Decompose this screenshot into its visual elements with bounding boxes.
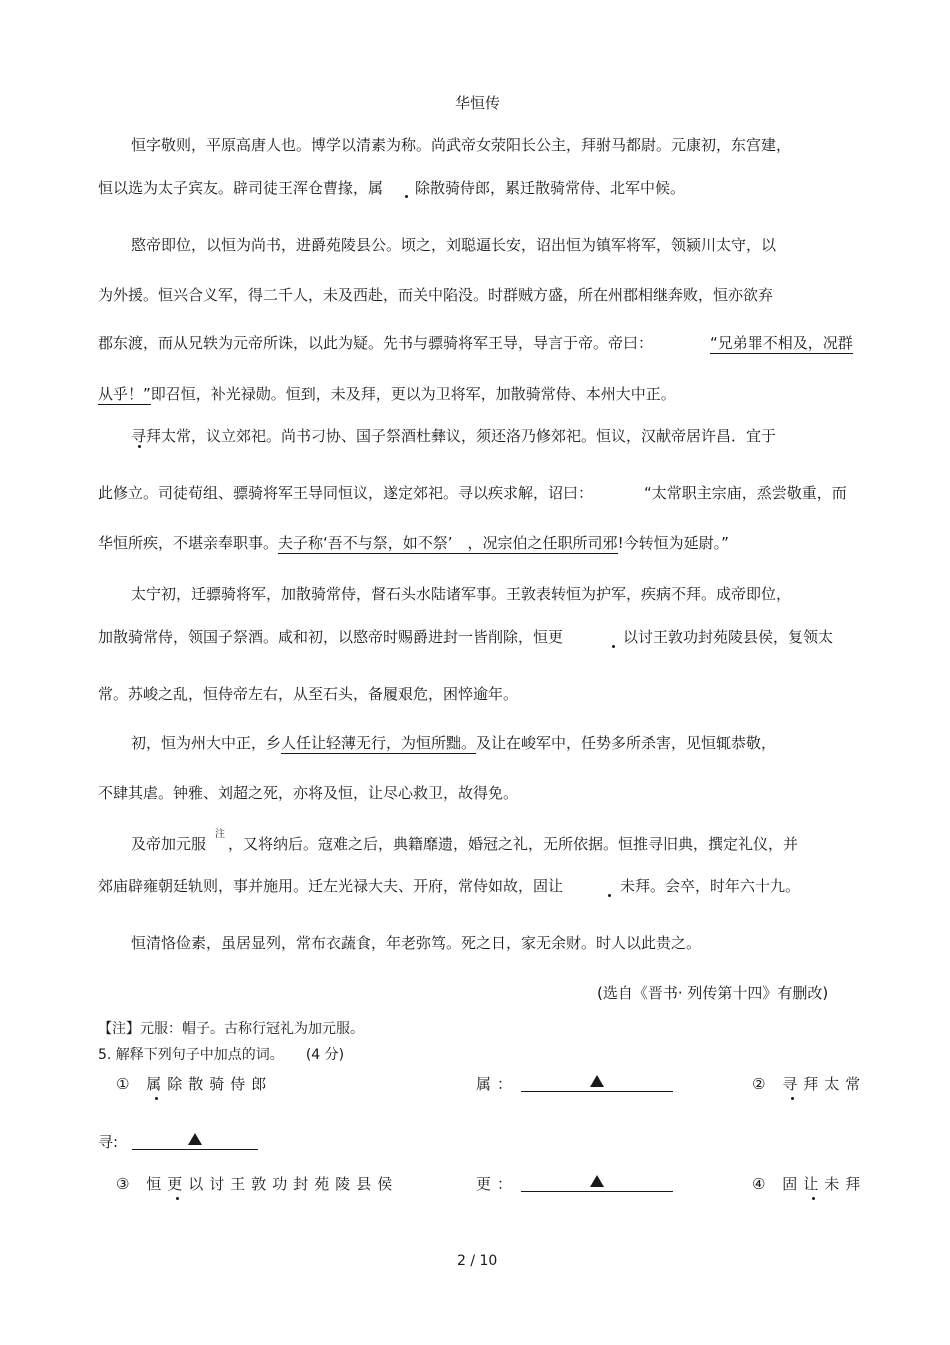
emphasis-dot [612, 645, 615, 648]
text-line: 未拜。会卒，时年六十九。 [620, 877, 801, 895]
question-header [98, 1045, 344, 1065]
text-line: ，又将纳后。寇难之后，典籍靡遗，婚冠之礼，无所依据。恒推寻旧典，撰定礼仪，并 [228, 835, 799, 853]
text-line: 恒以选为太子宾友。辟司徒王浑仓曹掾，属 [98, 179, 384, 197]
dotted-word: 属 [146, 1075, 168, 1093]
text-line [98, 533, 729, 553]
text-span: 及让在峻军中，任势多所杀害，见恒辄恭敬， [476, 734, 777, 752]
text-line: 郊庙辟雍朝廷轨则，事并施用。迁左光禄大夫、开府，常侍如故，固让 [98, 877, 564, 895]
text-span: 即召恒，补光禄勋。恒到，未及拜，更以为卫将军，加散骑常侍、本州大中正。 [150, 385, 676, 403]
text-line: 为外援。恒兴合义军，得二千人，未及西赴，而关中陷没。时群贼方盛，所在州郡相继奔败，恒亦欲弃 [98, 286, 774, 304]
item-number: ④ [752, 1175, 772, 1193]
text-line: 以讨王敦功封苑陵县侯，复领太 [623, 628, 834, 646]
text-line: 常。苏峻之乱，恒侍帝左右，从至石头，备履艰危，困悴逾年。 [98, 685, 519, 703]
dotted-word: 更 [167, 1175, 189, 1193]
emphasis-dot [138, 445, 141, 448]
text-span: 华恒所疾，不堪亲奉职事。 [98, 534, 279, 552]
text-line [98, 384, 676, 404]
text-line: “太常职主宗庙，烝尝敬重，而 [644, 484, 847, 502]
page-title: 华恒传 [455, 94, 501, 112]
question-item: ① 属除散骑侍郎 [116, 1075, 273, 1093]
text-line: 寻拜太常，议立郊祀。尚书刁协、国子祭酒杜彝议，须还洛乃修郊祀。恒议，汉献帝居许昌．宜于 [131, 427, 777, 445]
question-points: (4 分) [305, 1047, 345, 1063]
question-item: ③ 恒更以讨王敦功封苑陵县侯 [116, 1175, 399, 1193]
text-line: 太宁初，迁骠骑将军，加散骑常侍，督石头水陆诸军事。王敦表转恒为护军，疾病不拜。成帝即位， [131, 585, 792, 603]
triangle-marker-icon [590, 1075, 604, 1087]
text-line [131, 733, 776, 753]
footnote: 【注】元服：帽子。古称行冠礼为加元服。 [98, 1021, 364, 1037]
emphasis-dot [608, 894, 611, 897]
dotted-word: 让 [803, 1175, 825, 1193]
answer-label: 属： [476, 1075, 519, 1093]
quote-text: 从乎！” [98, 385, 151, 403]
text-line: 及帝加元服 [131, 835, 207, 853]
answer-blank[interactable] [521, 1175, 673, 1192]
dotted-word: 寻 [782, 1075, 804, 1093]
quote-text: “兄弟罪不相及，况群 [710, 334, 853, 352]
page-number: 2 / 10 [457, 1253, 498, 1269]
text-span: 初，恒为州大中正，乡 [131, 734, 282, 752]
underlined-sentence: 人任让轻薄无行，为恒所黜。 [281, 734, 477, 752]
text-line: 此修立。司徒荀组、骠骑将军王导同恒议，遂定郊祀。寻以疾求解，诏曰： [98, 484, 594, 502]
text-line: 除散骑侍郎，累迁散骑常侍、北军中候。 [415, 179, 686, 197]
footnote-marker: 注 [215, 829, 225, 840]
triangle-marker-icon [590, 1175, 604, 1187]
answer-label: 寻: [98, 1133, 119, 1151]
text-span: !今转恒为延尉。” [617, 534, 729, 552]
question-item: ② 寻拜太常 [752, 1075, 867, 1093]
underlined-quote: 夫子称‘吾不与祭，如不祭’ ，况宗伯之任职所司邪 [278, 534, 618, 552]
item-number: ② [752, 1075, 772, 1093]
text-line: 加散骑常侍，领国子祭酒。咸和初，以愍帝时赐爵进封一皆削除，恒更 [98, 628, 564, 646]
source-citation: (选自《晋书· 列传第十四》有删改) [597, 984, 829, 1002]
text-line: 愍帝即位，以恒为尚书，进爵苑陵县公。顷之，刘聪逼长安，诏出恒为镇军将军，领颍川太守，以 [131, 236, 777, 254]
text-line: 郡东渡，而从兄轶为元帝所诛，以此为疑。先书与骠骑将军王导，导言于帝。帝曰： [98, 334, 654, 352]
triangle-marker-icon [188, 1133, 202, 1145]
question-item: ④ 固让未拜 [752, 1175, 867, 1193]
answer-blank[interactable] [132, 1133, 258, 1150]
emphasis-dot [405, 195, 408, 198]
answer-blank[interactable] [521, 1075, 673, 1092]
underlined-quote [710, 333, 853, 353]
item-number: ③ [116, 1175, 136, 1193]
text-line: 恒清恪俭素，虽居显列，常布衣蔬食，年老弥笃。死之日，家无余财。时人以此贵之。 [131, 934, 702, 952]
text-line: 恒字敬则，平原高唐人也。博学以清素为称。尚武帝女荥阳长公主，拜驸马都尉。元康初，东宫建， [131, 136, 792, 154]
question-text: 5. 解释下列句子中加点的词。 [98, 1047, 284, 1063]
answer-label: 更： [476, 1175, 519, 1193]
item-number: ① [116, 1075, 136, 1093]
text-line: 不肆其虐。钟雅、刘超之死，亦将及恒，让尽心救卫，故得免。 [98, 784, 519, 802]
